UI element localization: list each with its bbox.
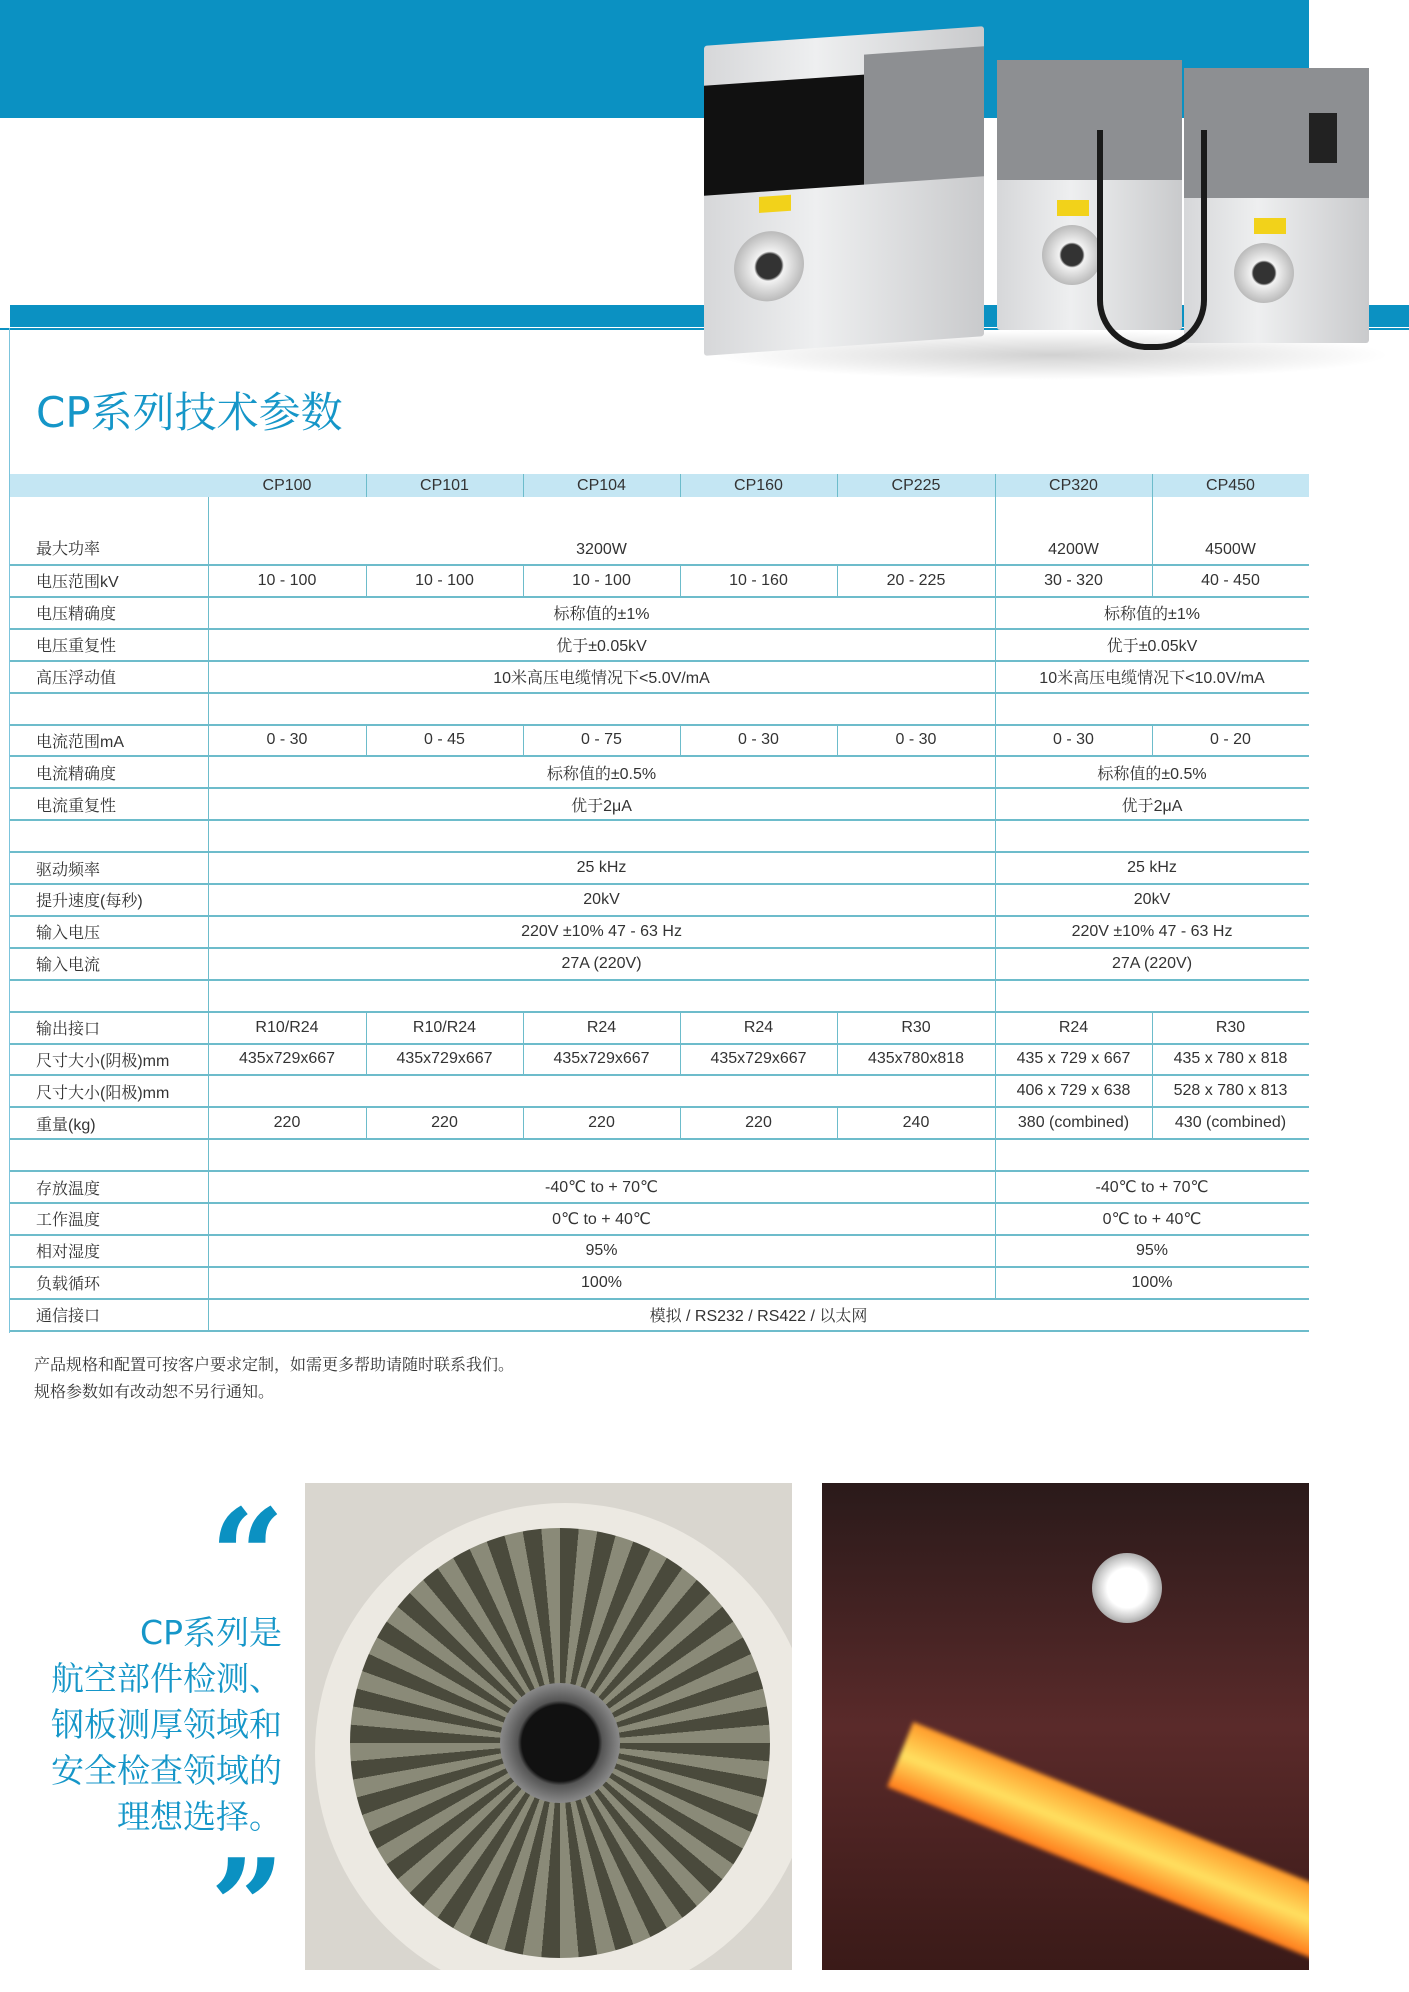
- divider: [523, 1012, 524, 1044]
- row-label: [10, 980, 208, 1012]
- table-cell: 标称值的±0.5%: [1097, 765, 1207, 783]
- table-cell: 95%: [1135, 1241, 1169, 1259]
- table-cell: 528 x 780 x 813: [1173, 1082, 1288, 1100]
- note-customization: 产品规格和配置可按客户要求定制，如需更多帮助请随时联系我们。: [34, 1357, 515, 1374]
- divider: [208, 788, 209, 820]
- divider: [366, 725, 367, 757]
- divider: [208, 693, 209, 725]
- divider: [995, 1044, 996, 1076]
- row-label: 重量(kg): [36, 1116, 96, 1134]
- divider: [1152, 497, 1153, 565]
- table-cell: 240: [902, 1114, 930, 1132]
- divider: [208, 725, 209, 757]
- divider: [995, 820, 996, 852]
- divider: [837, 474, 838, 497]
- table-cell: 10 - 100: [572, 571, 631, 589]
- row-label: 电流精确度: [36, 765, 117, 783]
- table-cell: 3200W: [576, 541, 627, 558]
- divider: [1152, 565, 1153, 597]
- divider: [995, 661, 996, 693]
- divider: [995, 884, 996, 916]
- divider: [366, 1044, 367, 1076]
- table-cell: R24: [1058, 1018, 1089, 1036]
- table-cell: 模拟 / RS232 / RS422 / 以太网: [649, 1308, 868, 1326]
- divider: [995, 1107, 996, 1139]
- table-cell: 100%: [581, 1273, 622, 1291]
- row-label: 提升速度(每秒): [36, 893, 143, 911]
- column-header: CP160: [734, 476, 783, 494]
- table-cell: 标称值的±0.5%: [546, 765, 657, 783]
- divider: [837, 565, 838, 597]
- table-cell: 4200W: [1048, 541, 1099, 558]
- table-cell: 435x729x667: [238, 1050, 336, 1068]
- table-cell: 0 - 30: [738, 731, 779, 749]
- table-cell: 27A (220V): [1111, 954, 1193, 972]
- row-label: 电流范围mA: [36, 733, 125, 751]
- divider: [208, 1075, 209, 1107]
- divider: [680, 1107, 681, 1139]
- row-label: 输入电流: [36, 957, 101, 975]
- column-header: CP450: [1206, 476, 1255, 494]
- divider: [995, 756, 996, 788]
- divider: [995, 474, 996, 497]
- column-header: CP104: [577, 476, 626, 494]
- row-label: [10, 820, 208, 852]
- divider: [995, 1267, 996, 1299]
- quote-line: 理想选择。: [117, 1797, 282, 1836]
- table-cell: 30 - 320: [1044, 571, 1103, 589]
- table-cell: 优于2μA: [1121, 797, 1183, 815]
- row-label: 驱动频率: [36, 861, 101, 879]
- table-cell: 0 - 30: [1053, 731, 1094, 749]
- divider: [995, 852, 996, 884]
- product-photo: [692, 30, 1409, 385]
- table-cell: R24: [743, 1018, 774, 1036]
- column-header: CP100: [262, 476, 312, 494]
- row-label: 存放温度: [36, 1180, 101, 1198]
- quote-line: CP系列是: [140, 1613, 282, 1652]
- divider: [995, 597, 996, 629]
- table-cell: 40 - 450: [1201, 571, 1260, 589]
- column-header: CP101: [420, 476, 469, 494]
- divider: [208, 884, 209, 916]
- divider: [995, 1171, 996, 1203]
- divider: [1152, 1075, 1153, 1107]
- divider: [208, 565, 209, 597]
- table-cell: R24: [586, 1018, 617, 1036]
- table-cell: 4500W: [1205, 541, 1256, 558]
- row-label: 工作温度: [36, 1212, 101, 1230]
- divider: [523, 474, 524, 497]
- divider: [995, 725, 996, 757]
- divider: [995, 497, 996, 565]
- divider: [995, 1139, 996, 1171]
- table-cell: 10 - 100: [257, 571, 317, 589]
- table-cell: 380 (combined): [1017, 1114, 1130, 1132]
- table-cell: 10 - 100: [415, 571, 474, 589]
- divider: [208, 980, 209, 1012]
- row-label: 尺寸大小(阴极)mm: [36, 1052, 170, 1070]
- divider: [995, 788, 996, 820]
- divider: [837, 725, 838, 757]
- row-label: 电压重复性: [36, 638, 117, 656]
- divider: [1152, 725, 1153, 757]
- divider: [208, 820, 209, 852]
- divider: [208, 1235, 209, 1267]
- divider: [208, 1267, 209, 1299]
- row-label: 输入电压: [36, 925, 101, 943]
- divider: [1152, 1044, 1153, 1076]
- table-cell: 10米高压电缆情况下<5.0V/mA: [493, 670, 710, 688]
- divider: [366, 565, 367, 597]
- divider: [208, 1203, 209, 1235]
- divider: [366, 1107, 367, 1139]
- table-cell: R10/R24: [412, 1018, 477, 1036]
- divider: [995, 1203, 996, 1235]
- row-label: 通信接口: [36, 1308, 101, 1326]
- quote-line: 钢板测厚领域和: [51, 1705, 282, 1744]
- table-cell: 220V ±10% 47 - 63 Hz: [521, 922, 682, 940]
- table-cell: 标称值的±1%: [553, 606, 650, 624]
- divider: [208, 1299, 209, 1331]
- divider: [208, 756, 209, 788]
- divider: [995, 693, 996, 725]
- quote-line: 安全检查领域的: [51, 1751, 282, 1790]
- column-header: CP320: [1049, 476, 1098, 494]
- table-cell: 430 (combined): [1174, 1114, 1287, 1132]
- table-cell: [208, 1075, 995, 1107]
- table-cell: 10米高压电缆情况下<10.0V/mA: [1039, 670, 1265, 688]
- table-cell: 220V ±10% 47 - 63 Hz: [1071, 922, 1233, 940]
- table-cell: 优于±0.05kV: [556, 638, 647, 656]
- divider: [1152, 1107, 1153, 1139]
- jet-engine-photo: [305, 1483, 792, 1970]
- divider: [995, 916, 996, 948]
- divider: [1152, 474, 1153, 497]
- divider: [995, 1012, 996, 1044]
- table-cell: 优于2μA: [571, 797, 632, 815]
- divider: [208, 661, 209, 693]
- divider: [208, 916, 209, 948]
- table-cell: 20kV: [1133, 890, 1171, 908]
- table-cell: 25 kHz: [1127, 859, 1177, 877]
- row-label: 电流重复性: [36, 797, 117, 815]
- divider: [680, 1044, 681, 1076]
- table-cell: 0 - 20: [1210, 731, 1251, 749]
- row-label: 尺寸大小(阳极)mm: [36, 1084, 170, 1102]
- table-cell: 220: [273, 1114, 301, 1132]
- table-cell: R10/R24: [255, 1018, 319, 1036]
- divider: [208, 1139, 209, 1171]
- table-cell: 100%: [1131, 1273, 1173, 1291]
- divider: [837, 1107, 838, 1139]
- divider: [208, 497, 209, 565]
- table-cell: 435x729x667: [396, 1050, 493, 1068]
- row-label: [10, 693, 208, 725]
- table-cell: 20 - 225: [886, 571, 946, 589]
- divider: [995, 948, 996, 980]
- divider: [523, 1044, 524, 1076]
- table-cell: 25 kHz: [576, 859, 627, 877]
- table-cell: -40℃ to + 70℃: [545, 1179, 658, 1197]
- divider: [523, 1107, 524, 1139]
- table-cell: 435x729x667: [710, 1050, 807, 1068]
- table-cell: 435x729x667: [553, 1050, 650, 1068]
- divider: [523, 725, 524, 757]
- divider: [366, 474, 367, 497]
- steel-mill-photo: [822, 1483, 1309, 1970]
- divider: [208, 1012, 209, 1044]
- row-label: 最大功率: [36, 541, 101, 558]
- table-cell: 0 - 30: [895, 731, 937, 749]
- row-label: 电压范围kV: [36, 574, 119, 592]
- divider: [208, 1044, 209, 1076]
- table-cell: 435 x 729 x 667: [1016, 1050, 1131, 1068]
- divider: [837, 1012, 838, 1044]
- divider: [208, 852, 209, 884]
- table-cell: 20kV: [583, 890, 620, 908]
- close-quote-icon: ”: [210, 1830, 285, 1983]
- table-cell: 10 - 160: [729, 571, 788, 589]
- row-divider: [10, 1330, 1309, 1332]
- table-cell: 0 - 45: [424, 731, 465, 749]
- divider: [680, 565, 681, 597]
- divider: [208, 597, 209, 629]
- table-cell: 95%: [585, 1241, 618, 1259]
- table-cell: 0 - 30: [266, 731, 308, 749]
- divider: [995, 565, 996, 597]
- row-label: 电压精确度: [36, 606, 117, 624]
- open-quote-icon: “: [210, 1480, 285, 1633]
- divider: [208, 948, 209, 980]
- divider: [523, 565, 524, 597]
- table-cell: R30: [1215, 1018, 1246, 1036]
- divider: [995, 1075, 996, 1107]
- table-cell: 220: [431, 1114, 458, 1132]
- row-label: 负载循环: [36, 1276, 101, 1294]
- row-label: 相对湿度: [36, 1244, 101, 1262]
- divider: [995, 1235, 996, 1267]
- row-label: 输出接口: [36, 1021, 101, 1039]
- table-cell: -40℃ to + 70℃: [1095, 1179, 1209, 1197]
- table-cell: 27A (220V): [561, 954, 642, 972]
- table-cell: R30: [901, 1018, 931, 1036]
- divider: [208, 629, 209, 661]
- divider: [1152, 1012, 1153, 1044]
- divider: [680, 1012, 681, 1044]
- quote-text: [20, 1610, 282, 1840]
- divider: [208, 1171, 209, 1203]
- divider: [837, 1044, 838, 1076]
- table-cell: 0 - 75: [581, 731, 622, 749]
- column-header: CP225: [891, 476, 941, 494]
- row-label: [10, 1139, 208, 1171]
- table-cell: 406 x 729 x 638: [1016, 1082, 1131, 1100]
- quote-line: 航空部件检测、: [51, 1659, 282, 1698]
- divider: [366, 1012, 367, 1044]
- page-title: CP系列技术参数: [36, 388, 343, 437]
- table-cell: 优于±0.05kV: [1106, 638, 1198, 656]
- table-cell: 0℃ to + 40℃: [1102, 1210, 1202, 1228]
- table-cell: 435x780x818: [867, 1050, 965, 1068]
- table-cell: 220: [588, 1114, 615, 1132]
- divider: [995, 980, 996, 1012]
- divider: [680, 474, 681, 497]
- divider: [680, 725, 681, 757]
- row-label: 高压浮动值: [36, 670, 117, 688]
- table-cell: 435 x 780 x 818: [1173, 1050, 1288, 1068]
- divider: [995, 629, 996, 661]
- table-cell: 标称值的±1%: [1104, 606, 1200, 624]
- table-cell: 220: [745, 1114, 772, 1132]
- table-cell: 0℃ to + 40℃: [552, 1210, 651, 1228]
- divider: [208, 1107, 209, 1139]
- note-disclaimer: 规格参数如有改动恕不另行通知。: [34, 1384, 275, 1401]
